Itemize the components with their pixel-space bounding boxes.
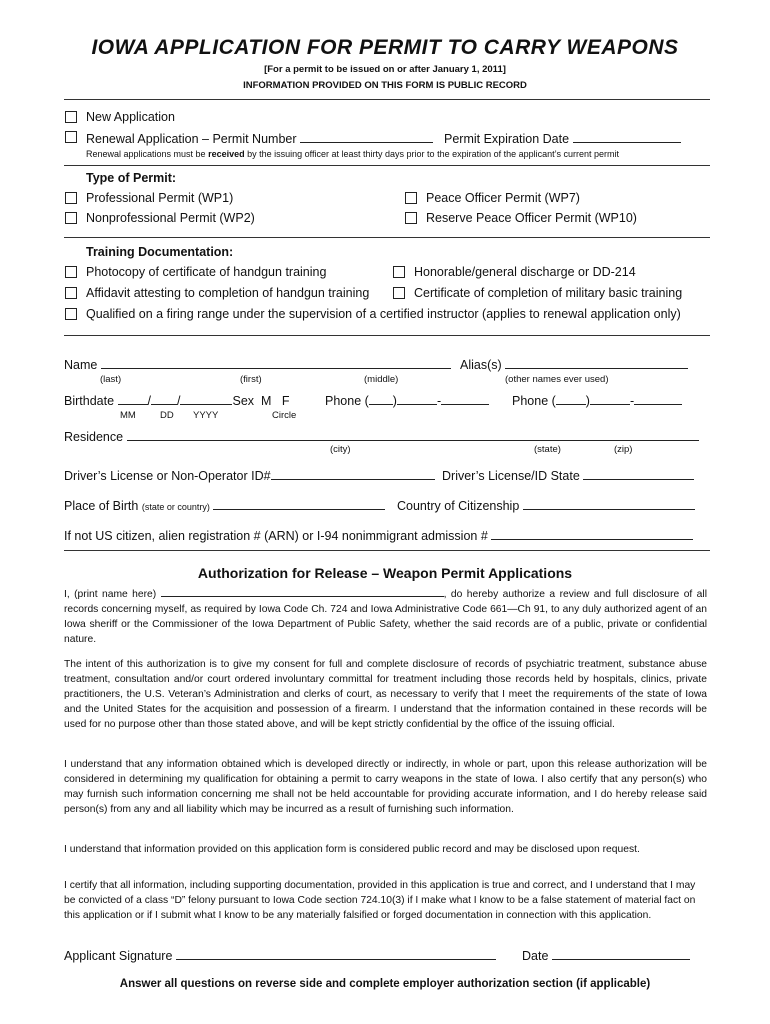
form-title: IOWA APPLICATION FOR PERMIT TO CARRY WEAPONS <box>91 36 679 59</box>
phone-1-line-field[interactable] <box>441 392 489 405</box>
wp1-checkbox[interactable] <box>65 192 77 204</box>
training-heading: Training Documentation: <box>86 245 234 259</box>
form-subtitle: [For a permit to be issued on or after January 1, 2011] <box>264 64 506 75</box>
authorization-paragraph-1: I, (print name here) , do hereby authorize a review and full disclosure of all records concerning myself, as required by Iowa Code Ch. 724 and Iowa Administrative Code 661—Ch 91, to any duly authorized agent of an Iowa sheriff or the Commissioner of the Iowa Department of Public Safety, whether the said records are of a public, private or confidential nature. <box>64 586 707 647</box>
citizenship-field[interactable] <box>523 497 695 510</box>
public-record-notice: INFORMATION PROVIDED ON THIS FORM IS PUBLIC RECORD <box>243 80 527 91</box>
wp2-checkbox[interactable] <box>65 212 77 224</box>
authorization-paragraph-3: I understand that any information obtained which is developed directly or indirectly, in whole or part, upon this release authorization will be considered in determining my qualification for obtaining a permit to carry weapons in the state of Iowa. I also certify that any person(s) who may furnish such information concerning me shall not be held accountable for providing accurate information, and I do hereby release said person(s) from any and all liability which may be incurred as a result of furnishing such information. <box>64 759 707 815</box>
training-item-2-checkbox[interactable] <box>65 287 77 299</box>
license-state-label: Driver’s License/ID State <box>442 467 694 483</box>
place-of-birth-field[interactable] <box>213 497 385 510</box>
footer-instruction: Answer all questions on reverse side and complete employer authorization section (if applicable) <box>119 978 651 990</box>
license-state-field[interactable] <box>583 467 694 480</box>
name-field[interactable] <box>101 356 451 369</box>
alien-registration-label: If not US citizen, alien registration # (ARN) or I-94 nonimmigrant admission # <box>64 527 693 543</box>
training-item-1-checkbox[interactable] <box>65 266 77 278</box>
alias-label: Alias(s) <box>460 356 688 372</box>
training-item-2-label: Affidavit attesting to completion of handgun training <box>86 286 370 300</box>
phone-1-prefix-field[interactable] <box>397 392 437 405</box>
phone-1-label: Phone ( ) - <box>325 392 489 408</box>
residence-label: Residence <box>64 428 699 444</box>
print-name-field[interactable] <box>161 586 444 597</box>
sex-m-option[interactable]: M <box>260 394 272 408</box>
new-application-checkbox[interactable] <box>65 111 77 123</box>
divider <box>64 237 710 238</box>
new-application-label: New Application <box>86 110 175 124</box>
applicant-signature-label: Applicant Signature <box>64 947 496 963</box>
renewal-application-label: Renewal Application – Permit Number <box>86 130 433 146</box>
divider <box>64 165 710 166</box>
training-item-3-label: Qualified on a firing range under the supervision of a certified instructor (applies to renewal application only) <box>86 307 681 321</box>
applicant-signature-field[interactable] <box>176 947 496 960</box>
license-label: Driver’s License or Non-Operator ID# <box>64 467 435 483</box>
sex-f-option[interactable]: F <box>281 394 290 408</box>
hint-other-names: (other names ever used) <box>505 374 609 385</box>
renewal-note: Renewal applications must be received by the issuing officer at least thirty days prior to the expiration of the applicant’s current permit <box>86 149 619 159</box>
renewal-application-checkbox[interactable] <box>65 131 77 143</box>
birthdate-label: Birthdate / / Sex M F <box>64 394 290 408</box>
permit-number-field[interactable] <box>300 130 433 143</box>
training-item-3-checkbox[interactable] <box>65 308 77 320</box>
wp10-label: Reserve Peace Officer Permit (WP10) <box>426 211 637 225</box>
wp7-label: Peace Officer Permit (WP7) <box>426 191 580 205</box>
authorization-paragraph-2: The intent of this authorization is to give my consent for full and complete disclosure of records of psychiatric treatment, substance abuse treatment, consultation and/or court ordered involuntary committal for treatment including those records held by hospitals, clinics, private practitioners, the U.S. Veteran’s Administration and clerks of court, as necessary to verify that I meet the requirements of the state of Iowa and the United States for the acquisition and possession of a firearm. I understand that the information contained in these records will be used for no purpose other than those stated above, and will be kept strictly confidential by the office of the issuing official. <box>64 659 707 730</box>
divider <box>64 550 710 551</box>
divider <box>64 99 710 100</box>
hint-state: (state) <box>534 444 561 455</box>
permit-expiration-label: Permit Expiration Date <box>444 130 681 146</box>
citizenship-label: Country of Citizenship <box>397 497 695 513</box>
birth-day-field[interactable] <box>151 392 177 405</box>
hint-city: (city) <box>330 444 351 455</box>
alias-field[interactable] <box>505 356 688 369</box>
training-item-5-checkbox[interactable] <box>393 287 405 299</box>
divider <box>64 335 710 336</box>
training-item-5-label: Certificate of completion of military basic training <box>414 286 683 300</box>
hint-last: (last) <box>100 374 122 385</box>
hint-middle: (middle) <box>364 374 399 385</box>
name-label: Name <box>64 356 451 372</box>
hint-dd: DD <box>160 410 174 421</box>
date-label: Date <box>522 947 690 963</box>
authorization-paragraph-4: I understand that information provided on this application form is considered public record and may be disclosed upon request. <box>64 844 640 855</box>
phone-1-area-field[interactable] <box>369 392 393 405</box>
authorization-heading: Authorization for Release – Weapon Permit Applications <box>197 565 573 581</box>
birth-month-field[interactable] <box>118 392 148 405</box>
phone-2-area-field[interactable] <box>556 392 586 405</box>
place-of-birth-label: Place of Birth (state or country) <box>64 497 385 513</box>
phone-2-label: Phone ( ) - <box>512 392 682 408</box>
alien-registration-field[interactable] <box>491 527 693 540</box>
hint-circle: Circle <box>272 410 297 421</box>
hint-yyyy: YYYY <box>193 410 219 421</box>
residence-field[interactable] <box>127 428 699 441</box>
hint-zip: (zip) <box>614 444 633 455</box>
phone-2-prefix-field[interactable] <box>590 392 630 405</box>
license-field[interactable] <box>271 467 435 480</box>
hint-mm: MM <box>120 410 136 421</box>
training-item-4-checkbox[interactable] <box>393 266 405 278</box>
permit-type-heading: Type of Permit: <box>86 171 177 185</box>
phone-2-line-field[interactable] <box>634 392 682 405</box>
wp7-checkbox[interactable] <box>405 192 417 204</box>
wp1-label: Professional Permit (WP1) <box>86 191 234 205</box>
wp10-checkbox[interactable] <box>405 212 417 224</box>
birth-year-field[interactable] <box>180 392 232 405</box>
hint-first: (first) <box>240 374 262 385</box>
wp2-label: Nonprofessional Permit (WP2) <box>86 211 255 225</box>
date-field[interactable] <box>552 947 690 960</box>
authorization-paragraph-5: I certify that all information, including supporting documentation, provided in this application is true and correct, and I understand that I may be convicted of a class “D” felony pursuant to Iowa Code section 724.10(3) if I make what I know to be a false statement of material fact on this application or if I submit what I know to be any materially falsified or forged documentation in connection with this application. <box>64 880 696 921</box>
training-item-1-label: Photocopy of certificate of handgun training <box>86 265 327 279</box>
permit-expiration-field[interactable] <box>573 130 681 143</box>
training-item-4-label: Honorable/general discharge or DD-214 <box>414 265 636 279</box>
